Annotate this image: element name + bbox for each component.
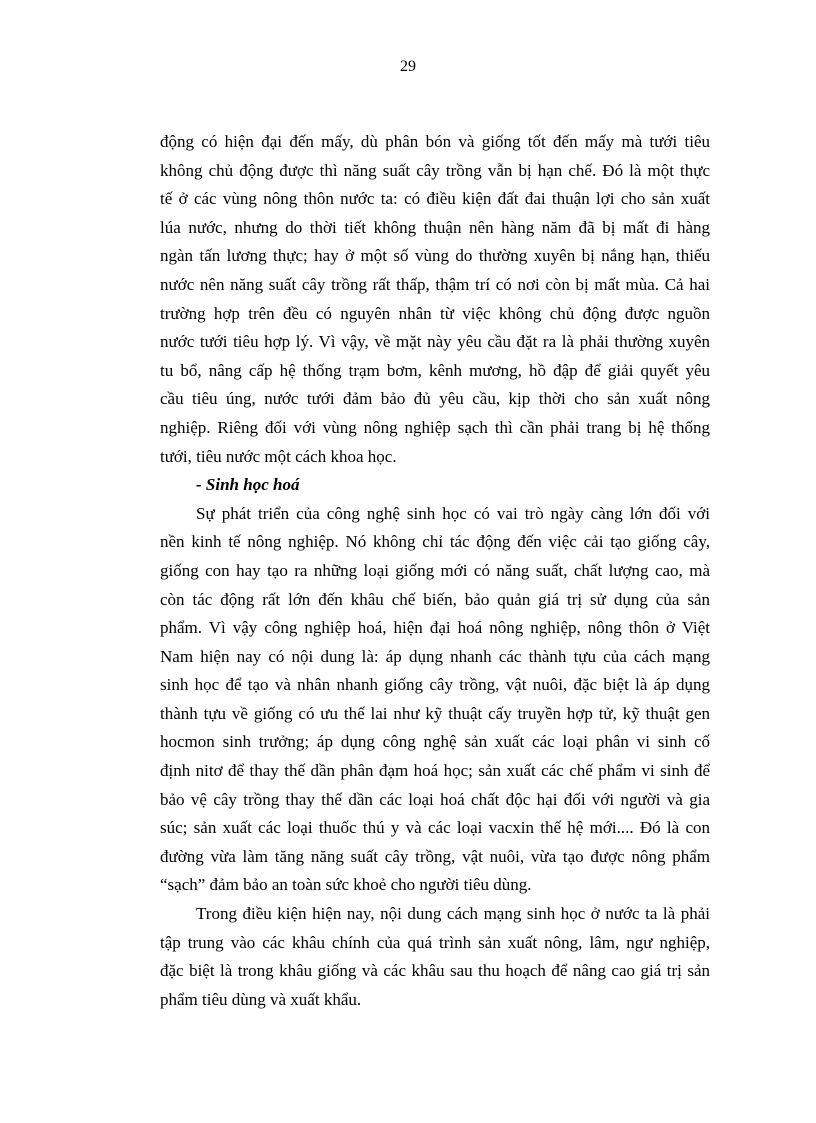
page-number: 29 [400,58,416,75]
text-line: cầu tiêu úng, nước tưới đảm bảo đủ yêu cầu, kịp thời cho sản xuất nông [160,389,710,409]
text-line: bảo vệ cây trồng thay thế dần các loại hoá chất độc hại đối với người và gia [160,789,710,809]
text-line: “sạch” đảm bảo an toàn sức khoẻ cho người tiêu dùng. [160,875,532,895]
text-line: thành tựu về giống có ưu thế lai như kỹ thuật cấy truyền hợp tử, kỹ thuật gen [160,703,710,723]
paragraph [160,128,710,471]
text-line: phẩm tiêu dùng và xuất khẩu. [160,989,362,1009]
text-line: ngàn tấn lương thực; hay ở một số vùng do thường xuyên bị nắng hạn, thiếu [160,246,710,266]
text-line: tập trung vào các khâu chính của quá trình sản xuất nông, lâm, ngư nghiệp, [160,932,710,952]
text-line: nước nên năng suất cây trồng rất thấp, thậm trí có nơi còn bị mất mùa. Cả hai [160,274,710,294]
text-line: đặc biệt là trong khâu giống và các khâu sau thu hoạch để nâng cao giá trị sản [160,961,710,981]
page-body [160,128,710,1014]
text-line: lúa nước, nhưng do thời tiết không thuận nên hàng năm đã bị mất đi hàng [160,217,710,237]
text-line: nền kinh tế nông nghiệp. Nó không chỉ tác động đến việc cải tạo giống cây, [160,532,710,552]
text-line: Trong điều kiện hiện nay, nội dung cách mạng sinh học ở nước ta là phải [196,904,710,924]
text-line: nước tưới tiêu hợp lý. Vì vậy, về mặt này yêu cầu đặt ra là phải thường xuyên [160,332,710,352]
text-line: súc; sản xuất các loại thuốc thú y và các loại vacxin thế hệ mới.... Đó là con [160,818,710,838]
text-line: tưới, tiêu nước một cách khoa học. [160,446,397,466]
paragraph [160,900,710,1014]
text-line: không chủ động được thì năng suất cây trồng vẫn bị hạn chế. Đó là một thực [160,160,710,180]
text-line: còn tác động rất lớn đến khâu chế biến, bảo quản giá trị sử dụng của sản [160,589,710,609]
section-heading: - Sinh học hoá [196,475,300,495]
text-line: trường hợp trên đều có nguyên nhân từ việc không chủ động được nguồn [160,303,710,323]
text-line: định nitơ để thay thế dần phân đạm hoá học; sản xuất các chế phẩm vi sinh để [160,761,710,781]
text-line: động có hiện đại đến mấy, dù phân bón và giống tốt đến mấy mà tưới tiêu [160,132,710,151]
text-line: đường vừa làm tăng năng suất cây trồng, vật nuôi, vừa tạo được nông phẩm [160,846,710,866]
text-line: giống con hay tạo ra những loại giống mới có năng suất, chất lượng cao, mà [160,560,710,580]
text-line: phẩm. Vì vậy công nghiệp hoá, hiện đại hoá nông nghiệp, nông thôn ở Việt [160,618,710,638]
text-line: Sự phát triển của công nghệ sinh học có vai trò ngày càng lớn đối với [196,503,710,523]
text-line: hocmon sinh trưởng; áp dụng công nghệ sản xuất các loại phân vi sinh cố [160,732,710,752]
text-line: Nam hiện nay có nội dung là: áp dụng nhanh các thành tựu của cách mạng [160,646,710,666]
paragraph [160,500,710,900]
text-line: tu bổ, nâng cấp hệ thống trạm bơm, kênh mương, hồ đập để giải quyết yêu [160,360,710,380]
text-line: tế ở các vùng nông thôn nước ta: có điều kiện đất đai thuận lợi cho sản xuất [160,189,710,209]
text-line: nghiệp. Riêng đối với vùng nông nghiệp sạch thì cần phải trang bị hệ thống [160,417,710,437]
text-line: sinh học để tạo và nhân nhanh giống cây trồng, vật nuôi, đặc biệt là áp dụng [160,675,710,695]
